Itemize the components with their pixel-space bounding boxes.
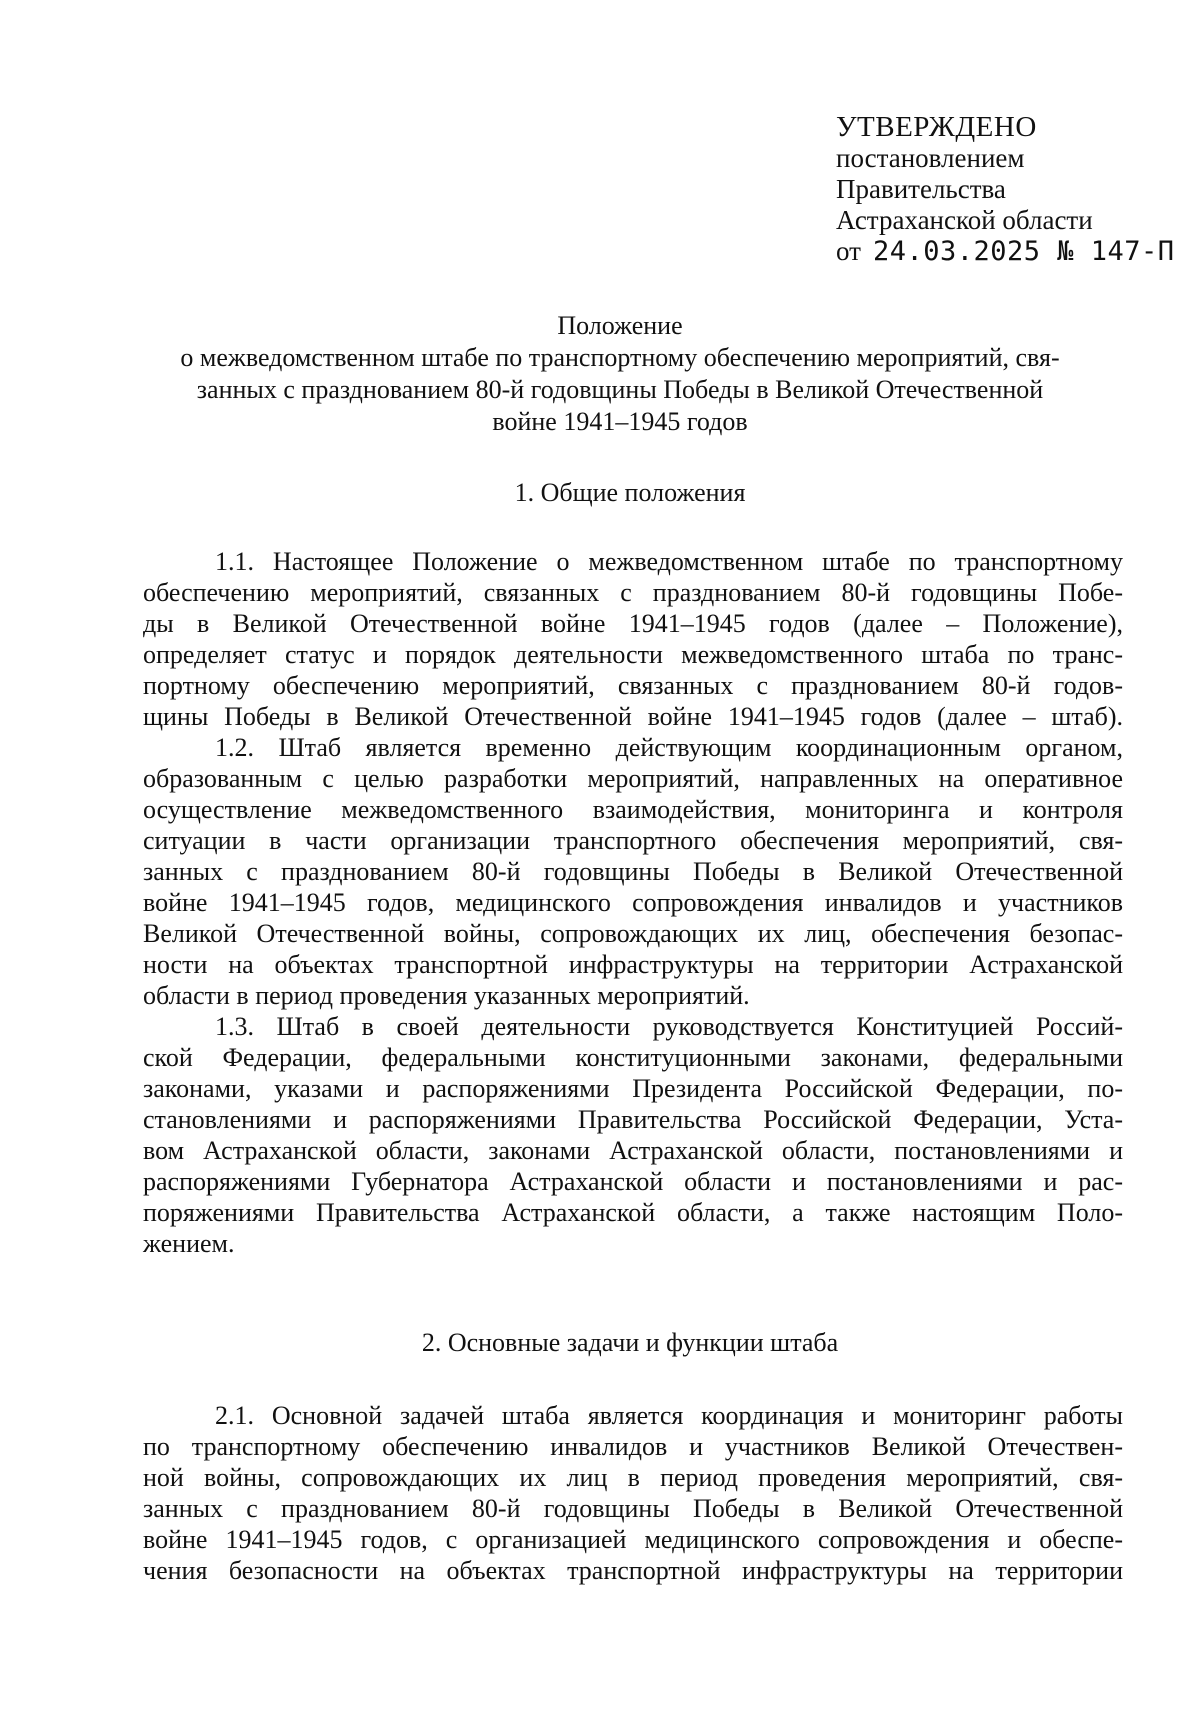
text-line: ной войны, сопровождающих их лиц в период проведения мероприятий, свя- — [143, 1463, 1123, 1492]
text-line: Великой Отечественной войны, сопровождающих их лиц, обеспечения безопас- — [143, 919, 1123, 948]
approval-line: Астраханской области — [836, 205, 1093, 235]
approval-title: УТВЕРЖДЕНО — [836, 111, 1037, 143]
approval-line: Правительства — [836, 174, 1006, 204]
text-line: области в период проведения указанных мероприятий. — [143, 981, 750, 1010]
text-line: ности на объектах транспортной инфраструктуры на территории Астраханской — [143, 950, 1123, 979]
text-line: чения безопасности на объектах транспортной инфраструктуры на территории — [143, 1556, 1123, 1585]
text-line: 1.1. Настоящее Положение о межведомственном штабе по транспортному — [215, 547, 1123, 576]
title-line: занных с празднованием 80-й годовщины Победы в Великой Отечественной — [196, 375, 1044, 404]
text-line: 2.1. Основной задачей штаба является координация и мониторинг работы — [215, 1401, 1123, 1430]
section-heading: 2. Основные задачи и функции штаба — [421, 1328, 839, 1357]
text-line: образованным с целью разработки мероприятий, направленных на оперативное — [143, 764, 1123, 793]
approval-date-line — [836, 236, 1175, 267]
approval-stamp — [836, 112, 1175, 267]
approval-date-number: 24.03.2025 № 147-П — [872, 236, 1175, 267]
text-line: определяет статус и порядок деятельности межведомственного штаба по транс- — [143, 640, 1123, 669]
section-body — [143, 546, 1123, 1259]
text-line: занных с празднованием 80-й годовщины Победы в Великой Отечественной — [143, 857, 1123, 886]
title-line: Положение — [557, 311, 683, 340]
text-line: войне 1941–1945 годов, медицинского сопровождения инвалидов и участников — [143, 888, 1123, 917]
text-line: занных с празднованием 80-й годовщины Победы в Великой Отечественной — [143, 1494, 1123, 1523]
text-line: жением. — [143, 1229, 235, 1258]
title-line: о межведомственном штабе по транспортному обеспечению мероприятий, свя- — [180, 343, 1060, 372]
document-title — [140, 310, 1100, 438]
text-line: 1.3. Штаб в своей деятельности руководствуется Конституцией Россий- — [215, 1012, 1123, 1041]
text-line: ды в Великой Отечественной войне 1941–1945 годов (далее – Положение), — [143, 609, 1123, 638]
section-heading: 1. Общие положения — [514, 478, 746, 507]
approval-date-prefix: от — [836, 236, 861, 266]
text-line: законами, указами и распоряжениями Президента Российской Федерации, по- — [143, 1074, 1123, 1103]
text-line: ской Федерации, федеральными конституционными законами, федеральными — [143, 1043, 1123, 1072]
text-line: осуществление межведомственного взаимодействия, мониторинга и контроля — [143, 795, 1123, 824]
text-line: 1.2. Штаб является временно действующим координационным органом, — [215, 733, 1123, 762]
section-body — [143, 1400, 1123, 1586]
text-line: по транспортному обеспечению инвалидов и участников Великой Отечествен- — [143, 1432, 1123, 1461]
text-line: войне 1941–1945 годов, с организацией медицинского сопровождения и обеспе- — [143, 1525, 1123, 1554]
text-line: распоряжениями Губернатора Астраханской области и постановлениями и рас- — [143, 1167, 1123, 1196]
text-line: поряжениями Правительства Астраханской области, а также настоящим Поло- — [143, 1198, 1123, 1227]
text-line: обеспечению мероприятий, связанных с празднованием 80-й годовщины Побе- — [143, 578, 1123, 607]
text-line: портному обеспечению мероприятий, связанных с празднованием 80-й годов- — [143, 671, 1123, 700]
title-line: войне 1941–1945 годов — [492, 407, 748, 436]
text-line: вом Астраханской области, законами Астраханской области, постановлениями и — [143, 1136, 1123, 1165]
text-line: становлениями и распоряжениями Правительства Российской Федерации, Уста- — [143, 1105, 1123, 1134]
approval-line: постановлением — [836, 143, 1025, 173]
text-line: щины Победы в Великой Отечественной войне 1941–1945 годов (далее – штаб). — [143, 702, 1123, 731]
text-line: ситуации в части организации транспортного обеспечения мероприятий, свя- — [143, 826, 1123, 855]
